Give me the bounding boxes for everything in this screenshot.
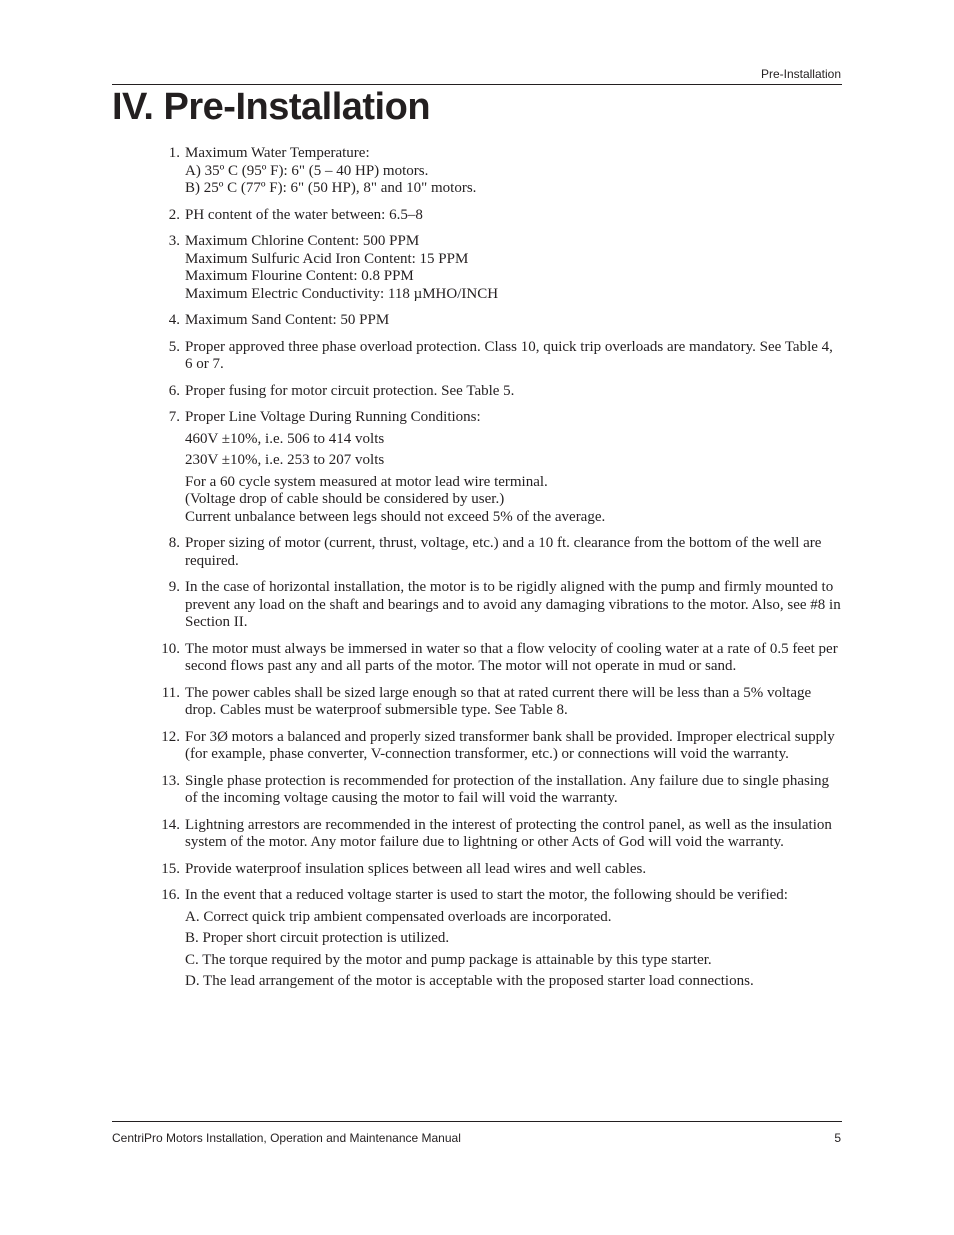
list-item-line: Maximum Sand Content: 50 PPM [185, 312, 390, 328]
list-item-body [185, 312, 842, 330]
list-item [150, 773, 842, 808]
list-item [150, 312, 842, 330]
list-item [150, 641, 842, 676]
list-item-line: Proper approved three phase overload protection. Class 10, quick trip overloads are mandatory. See Table 4, 6 or 7. [185, 338, 833, 372]
running-header: Pre-Installation [760, 67, 841, 81]
list-item-number: 13. [161, 772, 180, 789]
list-item-line: Maximum Water Temperature: [185, 145, 370, 161]
page-title: IV. Pre-Installation [112, 86, 431, 128]
list-item-number: 11. [161, 684, 180, 701]
list-item-line: Proper sizing of motor (current, thrust, voltage, etc.) and a 10 ft. clearance from the bottom of the well are required. [185, 535, 822, 569]
list-item-line: D. The lead arrangement of the motor is acceptable with the proposed starter load connections. [185, 973, 754, 989]
list-item [150, 409, 842, 526]
list-item-line: 460V ±10%, i.e. 506 to 414 volts [185, 430, 385, 447]
list-item [150, 579, 842, 632]
list-item [150, 535, 842, 570]
list-item-line: B) 25º C (77º F): 6" (50 HP), 8" and 10" motors. [185, 180, 477, 196]
list-item-line: 230V ±10%, i.e. 253 to 207 volts [185, 452, 385, 468]
list-item-number: 6. [168, 382, 180, 399]
list-item-number: 4. [168, 312, 180, 328]
list-item-line: Current unbalance between legs should not exceed 5% of the average. [185, 508, 606, 525]
footer-manual-title: CentriPro Motors Installation, Operation and Maintenance Manual [112, 1131, 461, 1145]
list-item-body [185, 207, 842, 225]
list-item-line: Proper fusing for motor circuit protection. See Table 5. [185, 382, 515, 399]
list-item [150, 145, 842, 198]
list-item-body [185, 383, 842, 401]
list-item-number: 10. [161, 640, 180, 657]
list-item-line: Proper Line Voltage During Running Conditions: [185, 409, 481, 425]
list-item-body [185, 409, 842, 526]
list-item-line: For 3Ø motors a balanced and properly sized transformer bank shall be provided. Improper electrical supply (for example, phase converter, V-connection transformer, etc.) or connections will void the warranty. [185, 728, 835, 762]
header-divider [112, 84, 842, 85]
list-item [150, 817, 842, 852]
list-item-line: B. Proper short circuit protection is utilized. [185, 930, 450, 946]
list-item-line: Maximum Chlorine Content: 500 PPM [185, 233, 420, 249]
list-item-body [185, 579, 842, 632]
list-item-line: A. Correct quick trip ambient compensated overloads are incorporated. [185, 908, 612, 925]
list-item [150, 685, 842, 720]
list-item [150, 887, 842, 991]
list-item-number: 2. [168, 206, 180, 223]
list-item-body [185, 233, 842, 303]
list-item-body [185, 145, 842, 198]
list-item-line: C. The torque required by the motor and pump package is attainable by this type starter. [185, 951, 712, 968]
list-item-number: 5. [168, 338, 180, 355]
list-item-body [185, 773, 842, 808]
page-number: 5 [834, 1131, 841, 1145]
list-item [150, 729, 842, 764]
list-item-line: In the case of horizontal installation, the motor is to be rigidly aligned with the pump and firmly mounted to prevent any load on the shaft and bearings and to avoid any damaging vibrations to the motor. Also, see #8 in Section II. [185, 579, 841, 630]
list-item-line: A) 35º C (95º F): 6" (5 – 40 HP) motors. [185, 162, 429, 179]
list-item-line: Lightning arrestors are recommended in the interest of protecting the control panel, as well as the insulation system of the motor. Any motor failure due to lightning or other Acts of God will void the warranty. [185, 816, 832, 850]
list-item-line: In the event that a reduced voltage starter is used to start the motor, the following should be verified: [185, 887, 788, 903]
list-item-line: Single phase protection is recommended for protection of the installation. Any failure due to single phasing of the incoming voltage causing the motor to fail will void the warranty. [185, 772, 830, 806]
list-item-line: The motor must always be immersed in water so that a flow velocity of cooling water at a rate of 0.5 feet per second flows past any and all parts of the motor. The motor will not operate in mud or sand. [185, 640, 838, 674]
list-item [150, 207, 842, 225]
list-item-line: The power cables shall be sized large enough so that at rated current there will be less than a 5% voltage drop. Cables must be waterproof submersible type. See Table 8. [185, 684, 812, 718]
list-item-number: 9. [168, 579, 180, 595]
list-item-body [185, 861, 842, 879]
list-item-body [185, 641, 842, 676]
list-item-line: Maximum Electric Conductivity: 118 µMHO/INCH [185, 285, 499, 302]
list-item-line: Maximum Flourine Content: 0.8 PPM [185, 268, 414, 284]
list-item-number: 1. [168, 145, 180, 161]
list-item-number: 7. [168, 409, 180, 425]
list-item-body [185, 339, 842, 374]
list-item-number: 16. [161, 887, 180, 903]
list-item-line: For a 60 cycle system measured at motor lead wire terminal. [185, 473, 548, 490]
footer-divider [112, 1121, 842, 1122]
list-item-body [185, 729, 842, 764]
list-item [150, 233, 842, 303]
list-item-body [185, 685, 842, 720]
requirements-list [150, 145, 842, 1000]
list-item-body [185, 887, 842, 991]
list-item-line: PH content of the water between: 6.5–8 [185, 206, 423, 223]
list-item-line: Maximum Sulfuric Acid Iron Content: 15 PPM [185, 250, 469, 267]
list-item-number: 12. [161, 728, 180, 745]
list-item-line: (Voltage drop of cable should be considered by user.) [185, 491, 505, 507]
list-item-number: 3. [168, 233, 180, 249]
list-item [150, 383, 842, 401]
list-item-number: 15. [161, 860, 180, 877]
list-item-number: 8. [168, 535, 180, 551]
list-item-body [185, 535, 842, 570]
list-item [150, 339, 842, 374]
list-item-number: 14. [161, 816, 180, 833]
list-item-line: Provide waterproof insulation splices between all lead wires and well cables. [185, 860, 647, 877]
list-item [150, 861, 842, 879]
list-item-body [185, 817, 842, 852]
